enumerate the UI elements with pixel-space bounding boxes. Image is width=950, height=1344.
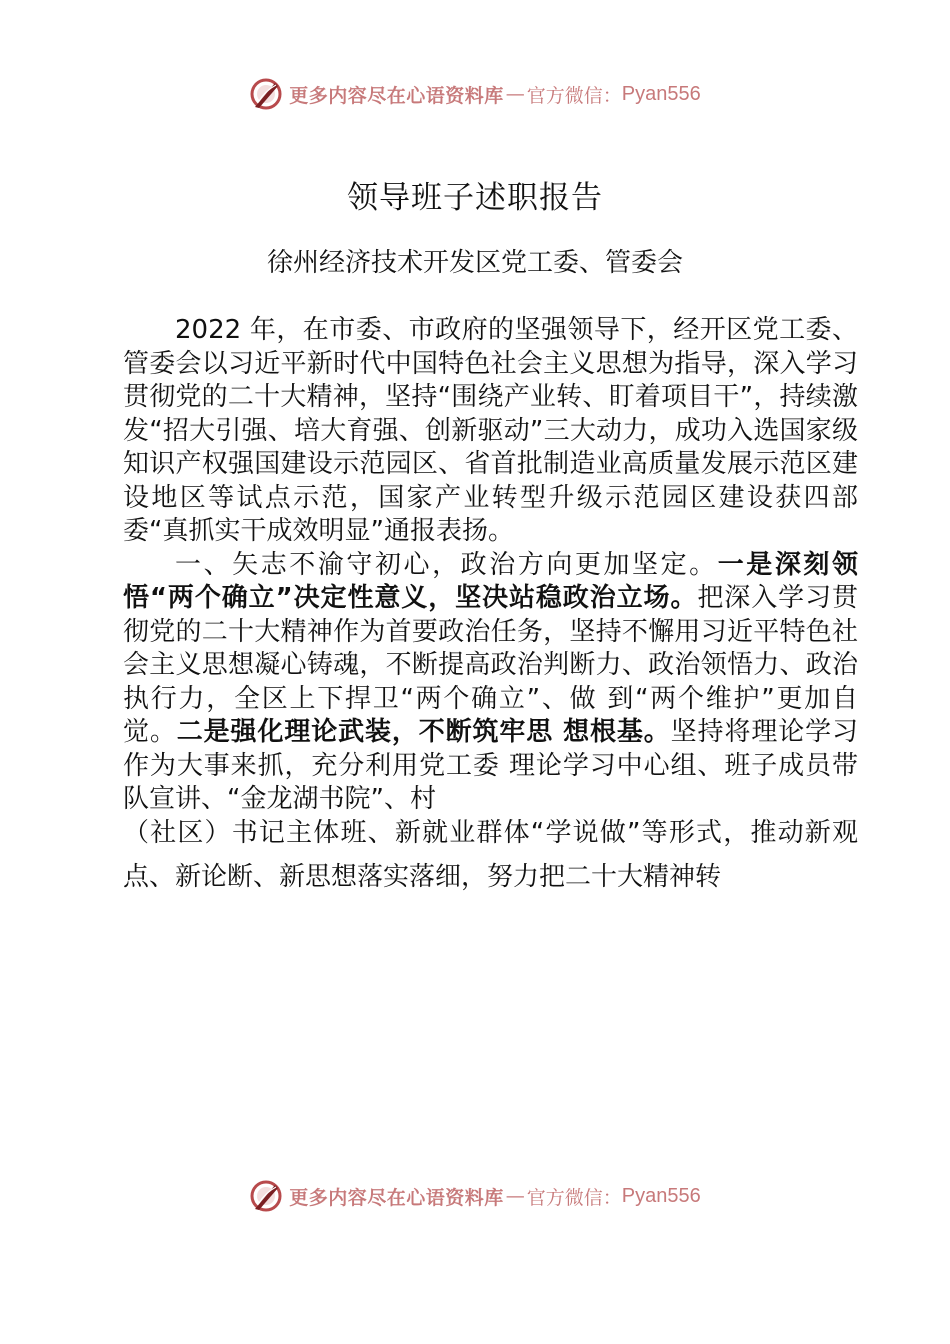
watermark-contact-label: 官方微信： — [526, 1186, 622, 1209]
paragraph-intro: 2022 年，在市委、市政府的坚强领导下，经开区党工委、管委会以习近平新时代中国特色社会主义思想为指导，深入学习贯彻党的二十大精神，坚持“围绕产业转、盯着项目干”，持续激发“招大引强、培大育强、创新驱动”三大动力，成功入选国家级知识产权强国建设示范园区、省首批制造业高质量发展示范区建设地区等试点示范，国家产业转型升级示范园区建设获四部委“真抓实干成效明显”通报表扬。 — [123, 315, 858, 546]
document-subtitle: 徐州经济技术开发区党工委、管委会 — [266, 248, 683, 278]
paragraph-section-one — [123, 549, 858, 817]
watermark-contact-id: Pyan556 — [621, 82, 701, 105]
document-title: 领导班子述职报告 — [347, 180, 603, 216]
quill-seal-logo-icon — [249, 77, 283, 111]
point-one-text: 把深入学习贯彻党的二十大精神作为首要政治任务，坚持不懈用习近平特色社会主义思想凝心铸魂，不断提高政治判断力、政治领悟力、政治执行力，全区上下捍卫“两个确立”、做 到“两个维护”更加自觉。 — [123, 583, 858, 747]
quill-seal-logo-icon — [249, 1179, 283, 1213]
point-two-text: 坚持将理论学习作为大事来抓，充分利用党工委 理论学习中心组、班子成员带队宣讲、“金龙湖书院”、村 — [123, 717, 858, 814]
header-watermark — [0, 74, 950, 114]
watermark-contact-id: Pyan556 — [621, 1184, 701, 1207]
watermark-main-text: 更多内容尽在心语资料库 — [289, 1186, 504, 1209]
watermark-separator: — — [505, 83, 525, 105]
point-two-bold: 二是强化理论武装，不断筑牢思 想根基。 — [176, 717, 671, 747]
paragraph-continuation: （社区）书记主体班、新就业群体“学说做”等形式，推动新观点、新论断、新思想落实落细，努力把二十大精神转 — [123, 817, 858, 892]
document-body — [123, 314, 858, 899]
footer-watermark — [0, 1176, 950, 1216]
watermark-main-text: 更多内容尽在心语资料库 — [289, 84, 504, 107]
watermark-contact-label: 官方微信： — [526, 84, 622, 107]
watermark-separator: — — [505, 1185, 525, 1207]
point-one-bold: 一是深刻领悟“两个确立”决定性意义，坚决站稳政治立场。 — [123, 549, 858, 613]
section-heading: 一、矢志不渝守初心，政治方向更加坚定。 — [175, 549, 718, 580]
